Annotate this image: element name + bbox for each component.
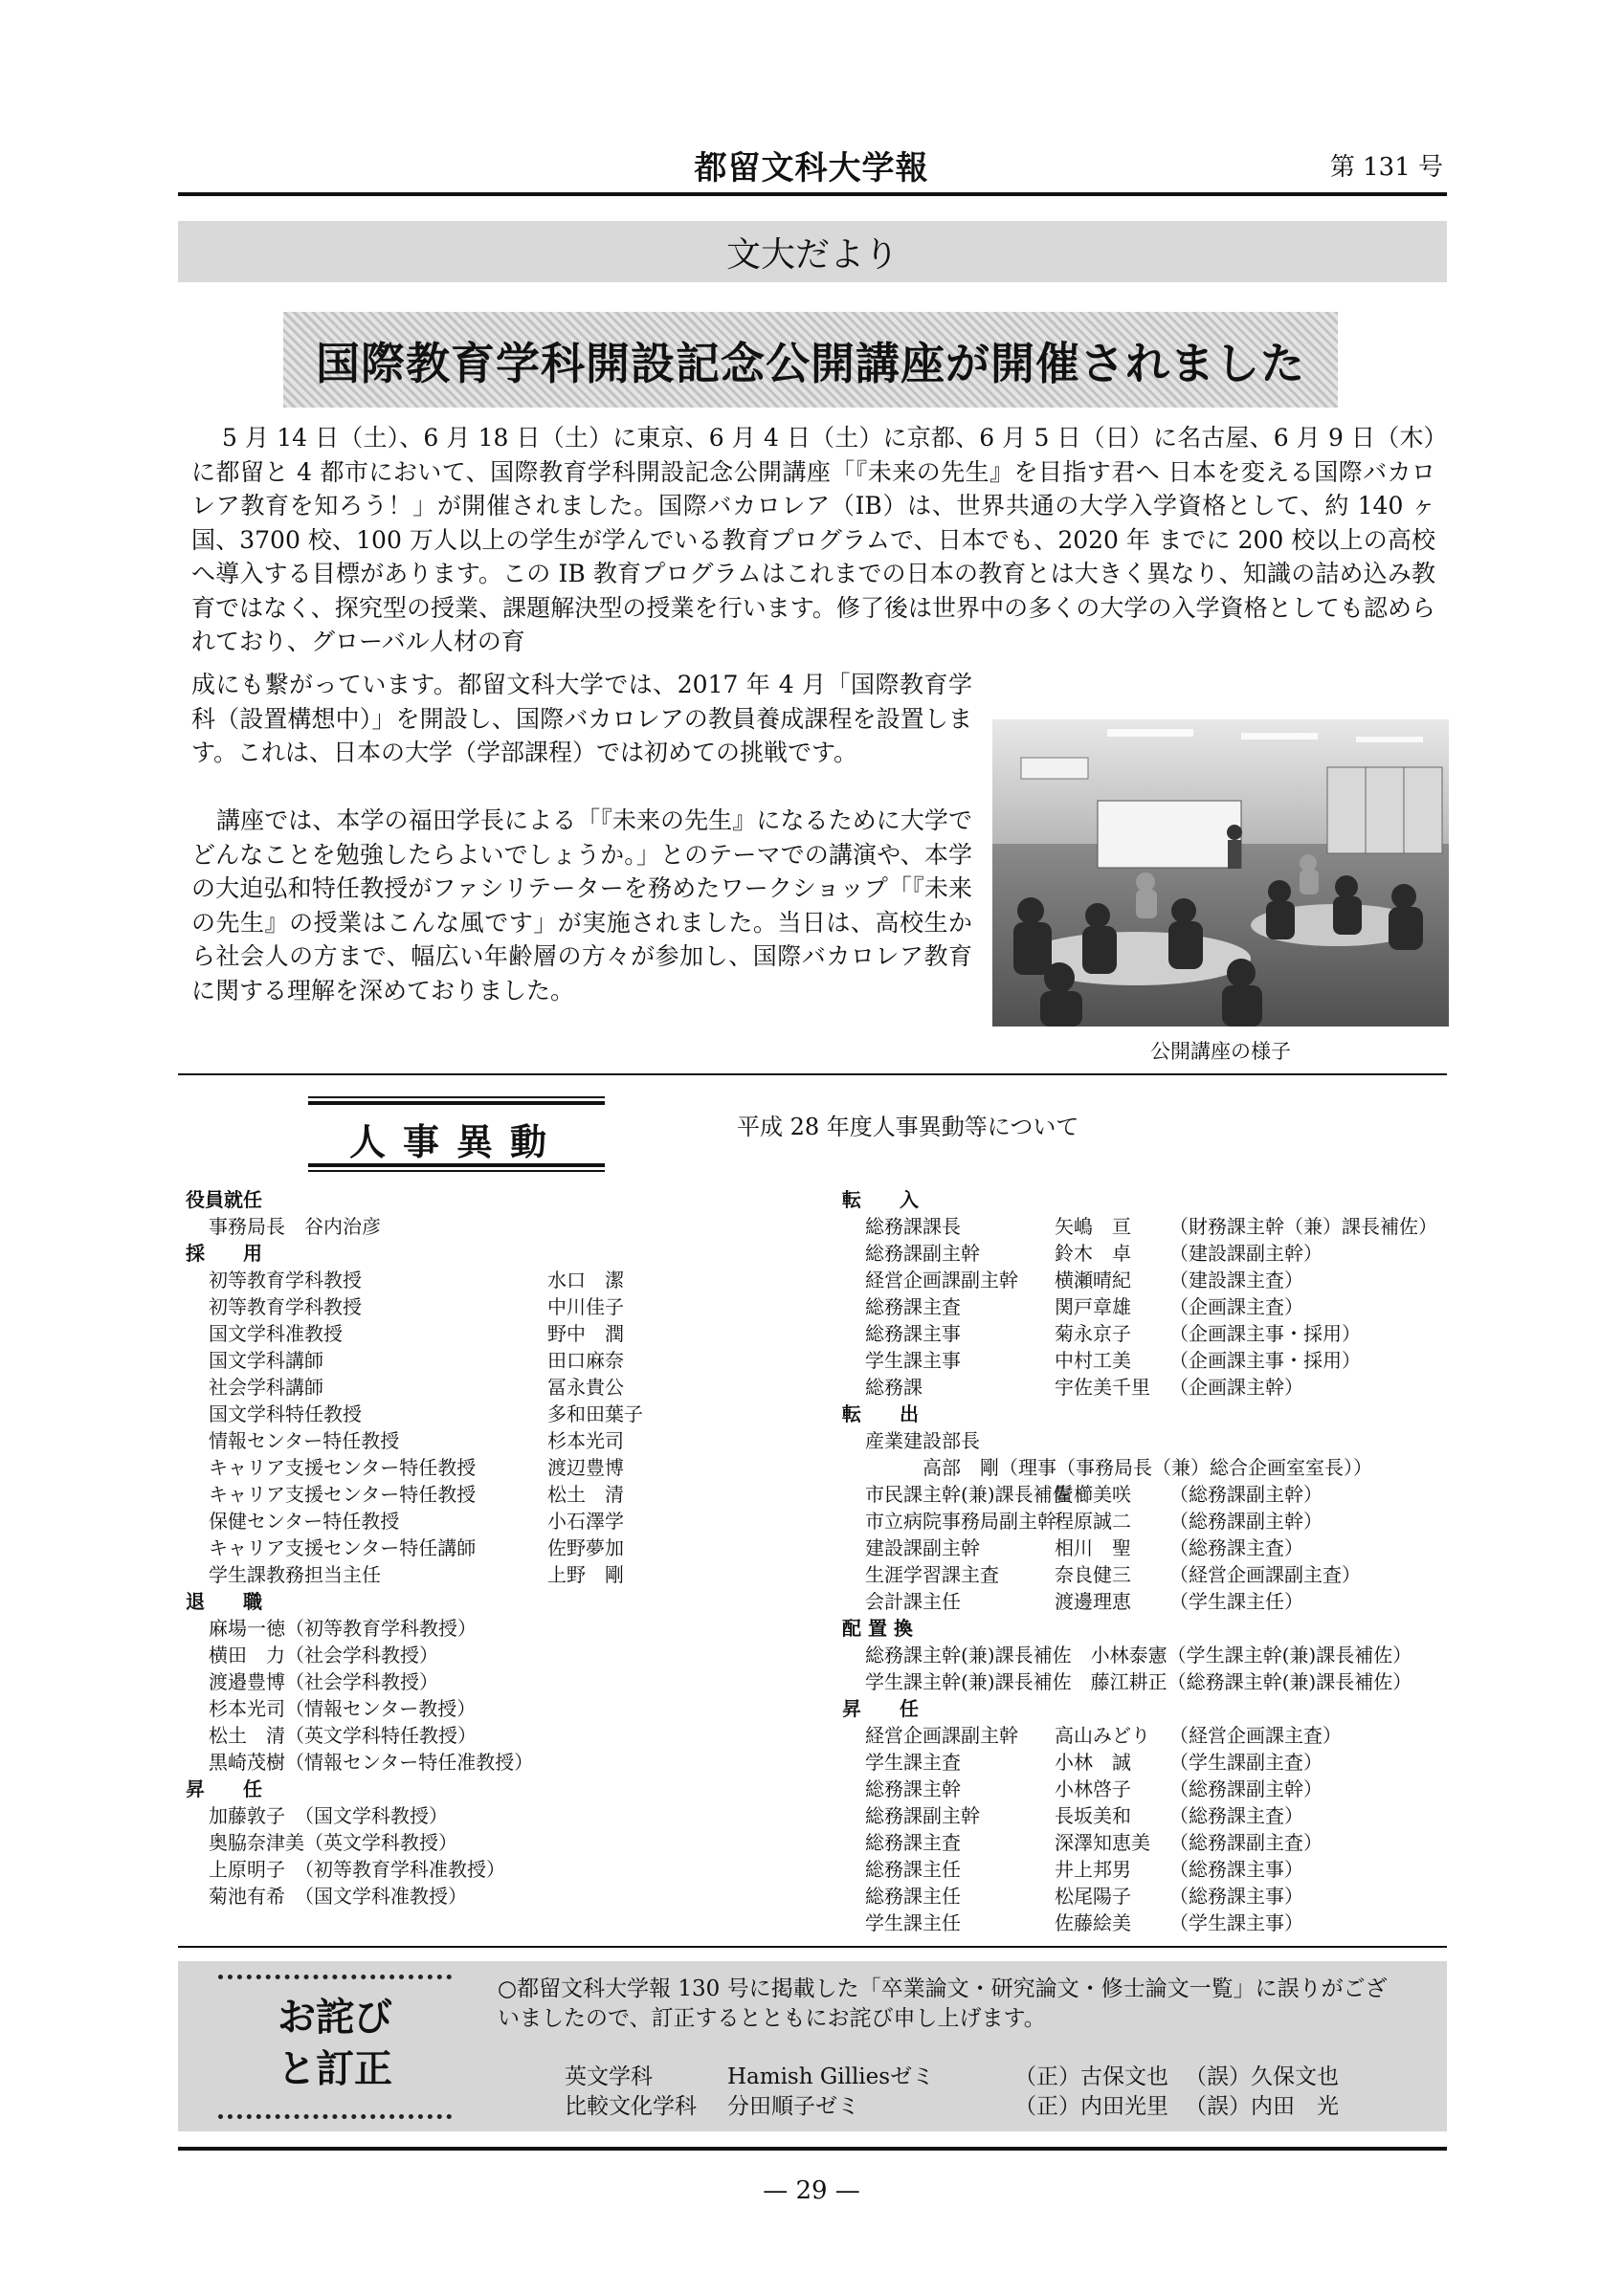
apology-title-line-1: お詫び bbox=[278, 1996, 392, 2040]
correction-wrong: （誤）内田 光 bbox=[1185, 2094, 1339, 2119]
list-item bbox=[842, 1267, 1455, 1293]
list-item bbox=[842, 1802, 1455, 1829]
list-item bbox=[842, 1829, 1455, 1856]
position-text: 横田 力（社会学科教授） bbox=[209, 1644, 438, 1667]
previous-position: （経営企画課副主査） bbox=[1169, 1563, 1361, 1586]
position-text: 総務課主幹 bbox=[865, 1777, 961, 1800]
list-item bbox=[186, 1668, 722, 1695]
previous-position: （財務課主幹（兼）課長補佐） bbox=[1169, 1215, 1437, 1238]
previous-position: （学生課副主査） bbox=[1169, 1751, 1323, 1774]
page-number: — 29 — bbox=[763, 2176, 860, 2205]
person-name: 佐藤絵美 bbox=[1055, 1911, 1131, 1934]
previous-position: （建設課副主幹） bbox=[1169, 1242, 1323, 1265]
previous-position: （学生課主事） bbox=[1169, 1911, 1303, 1934]
list-item bbox=[186, 1615, 722, 1642]
position-text: 奥脇奈津美（英文学科教授） bbox=[209, 1831, 457, 1854]
position-text: 初等教育学科教授 bbox=[209, 1269, 362, 1292]
position-text: 市立病院事務局副主幹 bbox=[865, 1510, 1056, 1533]
bottom-divider bbox=[178, 1946, 1447, 1948]
personnel-heading: 人事異動 bbox=[348, 1121, 564, 1163]
position-text: 総務課主査 bbox=[865, 1295, 961, 1318]
position-text: 黒崎茂樹（情報センター特任准教授） bbox=[209, 1751, 534, 1774]
article-paragraph-1: 5 月 14 日（土）、6 月 18 日（土）に東京、6 月 4 日（土）に京都、6 月 5 日（日）に名古屋、6 月 9 日（木）に都留と 4 都市において、国際教育学科開設記念公開講座「『未来の先生』を目指す君へ 日本を変える国際バカロレア教育を知ろう！」が開催されました。国際バカロレア（IB）は、世界共通の大学入学資格として、約 140 ヶ国、3700 校、100 万人以上の学生が学んでいる教育プログラムで、日本でも、2020 年 までに 200 校以上の高校へ導入する目標があります。この IB 教育プログラムはこれまでの日本の教育とは大きく異なり、知識の詰め込み教育ではなく、探究型の授業、課題解決型の授業を行います。修了後は世界中の多くの大学の入学資格としても認められており、グローバル人材の育 bbox=[191, 424, 1435, 655]
list-item bbox=[842, 1320, 1455, 1347]
previous-position: （総務課主事） bbox=[1169, 1858, 1303, 1881]
article-headline: 国際教育学科開設記念公開講座が開催されました bbox=[316, 338, 1305, 389]
lecture-photo bbox=[992, 719, 1449, 1027]
list-item bbox=[186, 1534, 722, 1561]
position-text: 総務課主任 bbox=[865, 1858, 961, 1881]
list-category bbox=[186, 1240, 722, 1267]
list-category bbox=[842, 1615, 1455, 1642]
list-item bbox=[186, 1454, 722, 1481]
previous-position: （企画課主幹） bbox=[1169, 1376, 1303, 1399]
list-item bbox=[842, 1454, 1455, 1481]
category-label: 昇 任 bbox=[842, 1697, 919, 1720]
list-item bbox=[186, 1320, 722, 1347]
position-text: 学生課主幹(兼)課長補佐 藤江耕正（総務課主幹(兼)課長補佐） bbox=[865, 1670, 1412, 1693]
person-name: 田口麻奈 bbox=[547, 1349, 624, 1372]
position-text: 総務課副主幹 bbox=[865, 1804, 980, 1827]
position-text: 上原明子 （初等教育学科准教授） bbox=[209, 1858, 505, 1881]
position-text: 総務課主査 bbox=[865, 1831, 961, 1854]
person-name: 杉本光司 bbox=[547, 1429, 624, 1452]
position-text: 学生課主任 bbox=[865, 1911, 961, 1934]
previous-position: （総務課主事） bbox=[1169, 1885, 1303, 1908]
issue-number: 第 131 号 bbox=[1329, 153, 1443, 182]
list-item bbox=[186, 1213, 722, 1240]
person-name: 中村工美 bbox=[1055, 1349, 1131, 1372]
person-name: 井上邦男 bbox=[1055, 1858, 1131, 1881]
list-item bbox=[186, 1401, 722, 1427]
previous-position: （企画課主事・採用） bbox=[1169, 1349, 1361, 1372]
newsletter-title: 都留文科大学報 bbox=[694, 149, 929, 188]
position-text: 総務課副主幹 bbox=[865, 1242, 980, 1265]
person-name: 冨永貴公 bbox=[547, 1376, 624, 1399]
correction-correct: （正）内田光里 bbox=[1014, 2094, 1168, 2119]
heading-rule-bottom bbox=[308, 1170, 605, 1172]
previous-position: （総務課副主幹） bbox=[1169, 1777, 1323, 1800]
list-item bbox=[186, 1856, 722, 1883]
correction-department: 比較文化学科 bbox=[565, 2094, 697, 2119]
list-item bbox=[186, 1374, 722, 1401]
previous-position: （総務課主査） bbox=[1169, 1536, 1303, 1559]
person-name: 鬢櫛美咲 bbox=[1055, 1483, 1131, 1506]
previous-position: （総務課副主幹） bbox=[1169, 1510, 1323, 1533]
person-name: 小石澤学 bbox=[547, 1510, 624, 1533]
list-item bbox=[186, 1642, 722, 1668]
person-name: 奈良健三 bbox=[1055, 1563, 1131, 1586]
previous-position: （総務課副主幹） bbox=[1169, 1483, 1323, 1506]
heading-rule-top-thick bbox=[308, 1101, 605, 1105]
personnel-subtitle: 平成 28 年度人事異動等について bbox=[737, 1114, 1079, 1140]
category-label: 役員就任 bbox=[186, 1188, 262, 1211]
personnel-list-right bbox=[842, 1186, 1455, 1936]
list-category bbox=[186, 1588, 722, 1615]
previous-position: （経営企画課主査） bbox=[1169, 1724, 1342, 1747]
person-name: 上野 剛 bbox=[547, 1563, 624, 1586]
person-name: 渡辺豊博 bbox=[547, 1456, 624, 1479]
position-text: キャリア支援センター特任教授 bbox=[209, 1456, 477, 1479]
footer-rule bbox=[178, 2147, 1447, 2151]
dotted-rule-top bbox=[218, 1975, 452, 1979]
list-item bbox=[842, 1534, 1455, 1561]
list-item bbox=[186, 1829, 722, 1856]
list-item bbox=[842, 1776, 1455, 1802]
list-item bbox=[842, 1240, 1455, 1267]
person-name: 長坂美和 bbox=[1055, 1804, 1131, 1827]
person-name: 野中 潤 bbox=[547, 1322, 624, 1345]
position-text: 社会学科講師 bbox=[209, 1376, 323, 1399]
person-name: 水口 潔 bbox=[547, 1269, 624, 1292]
list-item bbox=[186, 1802, 722, 1829]
position-text: 杉本光司（情報センター教授） bbox=[209, 1697, 477, 1720]
list-item bbox=[186, 1427, 722, 1454]
person-name: 菊永京子 bbox=[1055, 1322, 1131, 1345]
person-name: 程原誠二 bbox=[1055, 1510, 1131, 1533]
correction-seminar: Hamish Gilliesゼミ bbox=[727, 2064, 935, 2089]
list-item bbox=[842, 1883, 1455, 1910]
list-item bbox=[186, 1293, 722, 1320]
apology-text: ○都留文科大学報 130 号に掲載した「卒業論文・研究論文・修士論文一覧」に誤りがございましたので、訂正するとともにお詫び申し上げます。 bbox=[498, 1976, 1388, 2031]
position-text: 経営企画課副主幹 bbox=[865, 1724, 1018, 1747]
person-name: 松土 清 bbox=[547, 1483, 624, 1506]
list-item bbox=[186, 1561, 722, 1588]
list-item bbox=[186, 1267, 722, 1293]
list-item bbox=[842, 1347, 1455, 1374]
header-rule bbox=[178, 192, 1447, 196]
list-item bbox=[186, 1749, 722, 1776]
position-text: 学生課教務担当主任 bbox=[209, 1563, 381, 1586]
list-item bbox=[186, 1508, 722, 1534]
photo-caption: 公開講座の様子 bbox=[1150, 1040, 1291, 1063]
list-item bbox=[186, 1883, 722, 1910]
person-name: 松尾陽子 bbox=[1055, 1885, 1131, 1908]
previous-position: （企画課主事・採用） bbox=[1169, 1322, 1361, 1345]
personnel-list-left bbox=[186, 1186, 722, 1910]
previous-position: （建設課主査） bbox=[1169, 1269, 1303, 1292]
position-text: 経営企画課副主幹 bbox=[865, 1269, 1018, 1292]
previous-position: （学生課主任） bbox=[1169, 1590, 1303, 1613]
person-name: 高山みどり bbox=[1055, 1724, 1150, 1747]
person-name: 矢嶋 亘 bbox=[1055, 1215, 1131, 1238]
person-name: 小林 誠 bbox=[1055, 1751, 1131, 1774]
list-item bbox=[842, 1293, 1455, 1320]
category-label: 転 入 bbox=[842, 1188, 919, 1211]
person-name: 中川佳子 bbox=[547, 1295, 624, 1318]
list-item bbox=[842, 1910, 1455, 1936]
previous-position: （企画課主査） bbox=[1169, 1295, 1303, 1318]
position-text: 麻場一徳（初等教育学科教授） bbox=[209, 1617, 477, 1640]
position-text: キャリア支援センター特任講師 bbox=[209, 1536, 477, 1559]
previous-position: （総務課副主査） bbox=[1169, 1831, 1323, 1854]
correction-department: 英文学科 bbox=[565, 2064, 653, 2089]
list-item bbox=[842, 1374, 1455, 1401]
category-label: 配 置 換 bbox=[842, 1617, 913, 1640]
person-name: 多和田葉子 bbox=[547, 1402, 643, 1425]
position-text: 加藤敦子 （国文学科教授） bbox=[209, 1804, 448, 1827]
heading-rule-top bbox=[308, 1096, 605, 1098]
list-item bbox=[186, 1347, 722, 1374]
category-label: 昇 任 bbox=[186, 1777, 262, 1800]
list-item bbox=[842, 1508, 1455, 1534]
list-category bbox=[186, 1776, 722, 1802]
person-name: 佐野夢加 bbox=[547, 1536, 624, 1559]
list-item bbox=[842, 1561, 1455, 1588]
position-text: 総務課 bbox=[865, 1376, 923, 1399]
position-text: 国文学科講師 bbox=[209, 1349, 323, 1372]
list-item bbox=[186, 1722, 722, 1749]
list-item bbox=[842, 1213, 1455, 1240]
position-text: 渡邉豊博（社会学科教授） bbox=[209, 1670, 438, 1693]
list-item bbox=[842, 1427, 1455, 1454]
list-category bbox=[842, 1186, 1455, 1213]
position-text: 保健センター特任教授 bbox=[209, 1510, 400, 1533]
person-name: 深澤知恵美 bbox=[1055, 1831, 1150, 1854]
position-text: 建設課副主幹 bbox=[865, 1536, 980, 1559]
category-label: 退 職 bbox=[186, 1590, 262, 1613]
list-item bbox=[842, 1722, 1455, 1749]
list-item bbox=[842, 1668, 1455, 1695]
position-text: 初等教育学科教授 bbox=[209, 1295, 362, 1318]
article-paragraph-1-continued: 成にも繋がっています。都留文科大学では、2017 年 4 月「国際教育学科（設置構想中）」を開設し、国際バカロレアの教員養成課程を設置します。これは、日本の大学（学部課程）では初めての挑戦です。 bbox=[191, 671, 972, 766]
section-divider bbox=[178, 1073, 1447, 1075]
list-item bbox=[842, 1856, 1455, 1883]
correction-correct: （正）古保文也 bbox=[1014, 2064, 1168, 2089]
position-text: キャリア支援センター特任教授 bbox=[209, 1483, 477, 1506]
position-text: 産業建設部長 bbox=[865, 1429, 980, 1452]
correction-seminar: 分田順子ゼミ bbox=[727, 2094, 859, 2119]
position-text: 総務課主事 bbox=[865, 1322, 961, 1345]
apology-title-line-2: と訂正 bbox=[278, 2047, 392, 2091]
category-label: 採 用 bbox=[186, 1242, 262, 1265]
list-item bbox=[842, 1481, 1455, 1508]
position-text: 学生課主査 bbox=[865, 1751, 961, 1774]
position-text: 会計課主任 bbox=[865, 1590, 961, 1613]
list-item bbox=[842, 1749, 1455, 1776]
list-item bbox=[186, 1481, 722, 1508]
position-text: 学生課主事 bbox=[865, 1349, 961, 1372]
person-name: 渡邊理恵 bbox=[1055, 1590, 1131, 1613]
position-text: 事務局長 谷内治彦 bbox=[209, 1215, 381, 1238]
correction-wrong: （誤）久保文也 bbox=[1185, 2064, 1339, 2089]
previous-position: （総務課主査） bbox=[1169, 1804, 1303, 1827]
article-paragraph-2: 講座では、本学の福田学長による「『未来の先生』になるために大学でどんなことを勉強したらよいでしょうか。」とのテーマでの講演や、本学の大迫弘和特任教授がファシリテーターを務めたワークショップ「『未来の先生』の授業はこんな風です」が実施されました。当日は、高校生から社会人の方まで、幅広い年齢層の方々が参加し、国際バカロレア教育に関する理解を深めておりました。 bbox=[191, 806, 972, 1004]
person-name: 横瀬晴紀 bbox=[1055, 1269, 1131, 1292]
position-text: 総務課課長 bbox=[865, 1215, 961, 1238]
person-name: 宇佐美千里 bbox=[1055, 1376, 1150, 1399]
list-category bbox=[842, 1695, 1455, 1722]
correction-row bbox=[0, 2092, 1623, 2122]
position-text: 松土 清（英文学科特任教授） bbox=[209, 1724, 477, 1747]
position-text: 情報センター特任教授 bbox=[209, 1429, 400, 1452]
list-category bbox=[842, 1401, 1455, 1427]
list-item bbox=[842, 1588, 1455, 1615]
section-title: 文大だより bbox=[725, 235, 899, 275]
category-label: 転 出 bbox=[842, 1402, 919, 1425]
person-name: 相川 聖 bbox=[1055, 1536, 1131, 1559]
position-text: 国文学科准教授 bbox=[209, 1322, 343, 1345]
list-category bbox=[186, 1186, 722, 1213]
position-text: 総務課主幹(兼)課長補佐 小林泰憲（学生課主幹(兼)課長補佐） bbox=[865, 1644, 1412, 1667]
position-text: 菊池有希 （国文学科准教授） bbox=[209, 1885, 467, 1908]
position-text: 市民課主幹(兼)課長補佐 bbox=[865, 1483, 1072, 1506]
heading-rule-bottom-thick bbox=[308, 1163, 605, 1167]
correction-row bbox=[0, 2063, 1623, 2092]
person-name: 鈴木 卓 bbox=[1055, 1242, 1131, 1265]
position-text: 総務課主任 bbox=[865, 1885, 961, 1908]
position-text: 高部 剛（理事（事務局長（兼）総合企画室室長）） bbox=[865, 1456, 1372, 1479]
position-text: 生涯学習課主査 bbox=[865, 1563, 999, 1586]
list-item bbox=[186, 1695, 722, 1722]
person-name: 小林啓子 bbox=[1055, 1777, 1131, 1800]
list-item bbox=[842, 1642, 1455, 1668]
person-name: 関戸章雄 bbox=[1055, 1295, 1131, 1318]
position-text: 国文学科特任教授 bbox=[209, 1402, 362, 1425]
